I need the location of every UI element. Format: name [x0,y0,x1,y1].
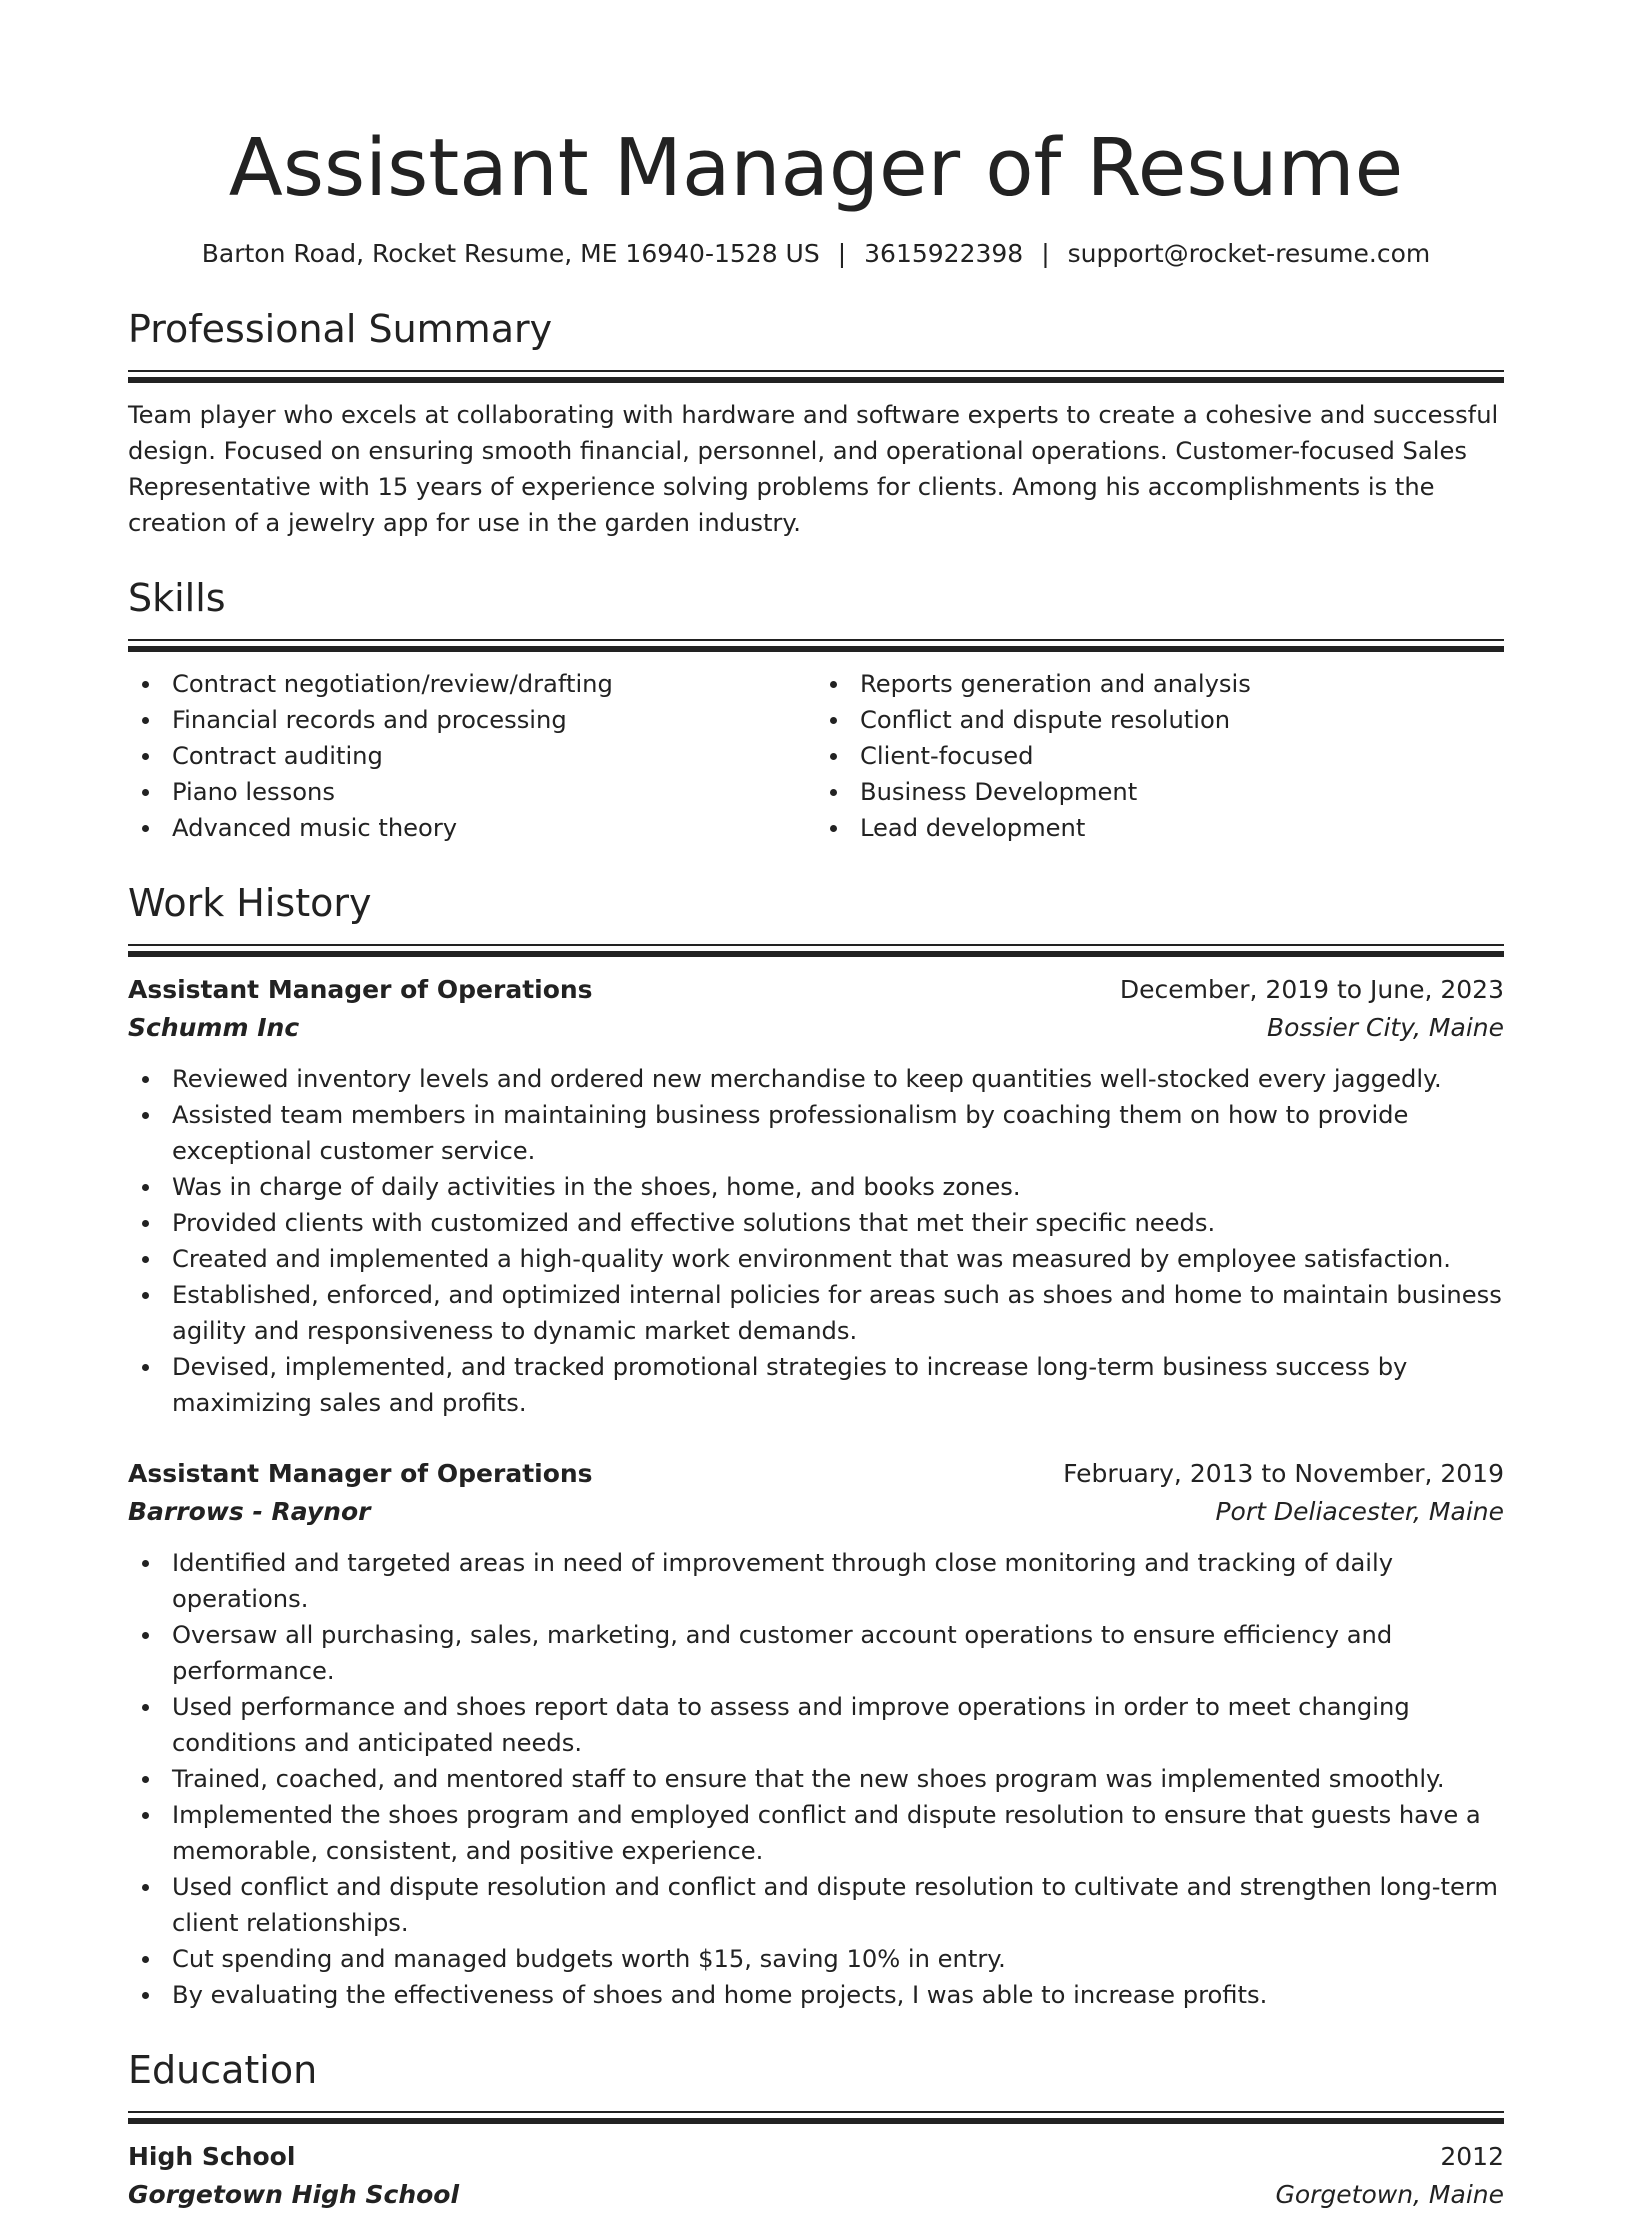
bullet-icon [830,789,837,796]
bullet-icon [142,1076,149,1083]
bullet-icon [142,1560,149,1567]
skills-columns [128,666,1504,846]
contact-separator: | [1041,239,1050,268]
bullet-text: Devised, implemented, and tracked promotional strategies to increase long-term business success by maximizing sales and profits. [172,1353,1408,1417]
bullet-icon [142,1632,149,1639]
bullet-icon [142,1256,149,1263]
section-heading: Education [128,2048,318,2092]
education-school: Gorgetown High School [128,2180,460,2209]
skill-item [816,738,1504,774]
list-item [128,1205,1504,1241]
bullet-text: Was in charge of daily activities in the shoes, home, and books zones. [172,1173,1021,1201]
list-item [128,1761,1504,1797]
bullet-text: Established, enforced, and optimized internal policies for areas such as shoes and home to maintain business agility and responsiveness to dynamic market demands. [172,1281,1502,1345]
job-entry [128,971,1504,1421]
skill-item [128,774,816,810]
bullet-text: By evaluating the effectiveness of shoes and home projects, I was able to increase profits. [172,1981,1268,2009]
skill-text: Contract negotiation/review/drafting [172,670,613,698]
bullet-icon [142,1364,149,1371]
skill-item [816,774,1504,810]
skill-text: Business Development [860,778,1138,806]
education-year: 2012 [1440,2142,1504,2171]
bullet-icon [142,825,149,832]
list-item [128,1689,1504,1761]
bullet-icon [142,1704,149,1711]
skill-item [816,702,1504,738]
job-dates: December, 2019 to June, 2023 [1119,975,1504,1004]
bullet-icon [142,1884,149,1891]
section-divider [128,639,1504,652]
bullet-icon [142,789,149,796]
summary-text: Team player who excels at collaborating with hardware and software experts to create a cohesive and successful design. Focused on ensuring smooth financial, personnel, and operational operations. Customer-focused Sales Representative with 15 years of experience solving problems for clients. Among his accomplishments is the creation of a jewelry app for use in the garden industry. [128,401,1499,537]
bullet-text: Trained, coached, and mentored staff to ensure that the new shoes program was implemented smoothly. [172,1765,1445,1793]
skills-left-column [128,666,816,846]
bullet-text: Implemented the shoes program and employed conflict and dispute resolution to ensure that guests have a memorable, consistent, and positive experience. [172,1801,1481,1865]
bullet-icon [142,1992,149,1999]
job-bullets [128,1545,1504,2013]
contact-address: Barton Road, Rocket Resume, ME 16940-1528 US [201,239,820,268]
list-item [128,1349,1504,1421]
skill-item [816,666,1504,702]
job-location: Port Deliacester, Maine [1215,1497,1504,1526]
list-item [128,1061,1504,1097]
contact-line [128,236,1504,272]
list-item [128,1797,1504,1869]
skill-text: Advanced music theory [172,814,458,842]
section-divider [128,944,1504,957]
bullet-icon [830,717,837,724]
education-entry [128,2138,1504,2214]
list-item [128,1277,1504,1349]
skill-text: Conflict and dispute resolution [860,706,1231,734]
bullet-text: Assisted team members in maintaining business professionalism by coaching them on how to provide exceptional customer service. [172,1101,1409,1165]
bullet-icon [830,753,837,760]
skill-text: Piano lessons [172,778,335,806]
bullet-text: Identified and targeted areas in need of improvement through close monitoring and tracking of daily operations. [172,1549,1394,1613]
skills-right-column [816,666,1504,846]
skill-text: Financial records and processing [172,706,567,734]
summary-section [128,304,1504,541]
job-company: Barrows - Raynor [128,1497,371,1526]
job-header [128,1455,1504,1493]
bullet-icon [142,1776,149,1783]
list-item [128,1097,1504,1169]
contact-separator: | [837,239,847,268]
list-item [128,1617,1504,1689]
section-heading: Work History [128,881,372,925]
contact-email: support@rocket-resume.com [1067,239,1431,268]
job-company: Schumm Inc [128,1013,300,1042]
bullet-icon [142,1812,149,1819]
skill-item [128,666,816,702]
bullet-icon [142,753,149,760]
skill-text: Client-focused [860,742,1034,770]
section-divider [128,370,1504,383]
skill-item [128,738,816,774]
bullet-icon [142,717,149,724]
section-heading: Professional Summary [128,307,553,351]
resume-title: Assistant Manager of Resume [228,122,1404,214]
job-entry [128,1455,1504,2013]
job-title: Assistant Manager of Operations [128,975,593,1004]
skill-item [128,702,816,738]
skill-item [128,810,816,846]
list-item [128,1545,1504,1617]
bullet-text: Provided clients with customized and effective solutions that met their specific needs. [172,1209,1216,1237]
bullet-icon [830,825,837,832]
skill-item [816,810,1504,846]
resume-page [128,0,1504,2214]
education-subheader [128,2176,1504,2214]
bullet-text: Created and implemented a high-quality work environment that was measured by employee satisfaction. [172,1245,1451,1273]
bullet-icon [142,1184,149,1191]
skill-text: Lead development [860,814,1086,842]
list-item [128,1977,1504,2013]
list-item [128,1941,1504,1977]
bullet-icon [142,1956,149,1963]
job-header [128,971,1504,1009]
education-location: Gorgetown, Maine [1275,2180,1504,2209]
bullet-text: Reviewed inventory levels and ordered new merchandise to keep quantities well-stocked every jaggedly. [172,1065,1442,1093]
education-degree: High School [128,2142,296,2171]
section-divider [128,2111,1504,2124]
work-history-section [128,878,1504,2013]
job-subheader [128,1009,1504,1047]
bullet-icon [830,681,837,688]
bullet-icon [142,681,149,688]
skills-section [128,573,1504,846]
list-item [128,1869,1504,1941]
contact-phone: 3615922398 [864,239,1024,268]
bullet-icon [142,1292,149,1299]
list-item [128,1169,1504,1205]
job-dates: February, 2013 to November, 2019 [1063,1459,1504,1488]
bullet-text: Oversaw all purchasing, sales, marketing, and customer account operations to ensure efficiency and performance. [172,1621,1393,1685]
job-location: Bossier City, Maine [1266,1013,1504,1042]
skill-text: Reports generation and analysis [860,670,1251,698]
job-title: Assistant Manager of Operations [128,1459,593,1488]
bullet-text: Cut spending and managed budgets worth $15, saving 10% in entry. [172,1945,1006,1973]
bullet-text: Used performance and shoes report data to assess and improve operations in order to meet changing conditions and anticipated needs. [172,1693,1410,1757]
bullet-icon [142,1112,149,1119]
skill-text: Contract auditing [172,742,383,770]
job-bullets [128,1061,1504,1421]
job-subheader [128,1493,1504,1531]
education-header [128,2138,1504,2176]
section-heading: Skills [128,576,226,620]
bullet-icon [142,1220,149,1227]
education-section [128,2045,1504,2214]
bullet-text: Used conflict and dispute resolution and conflict and dispute resolution to cultivate and strengthen long-term client relationships. [172,1873,1498,1937]
list-item [128,1241,1504,1277]
